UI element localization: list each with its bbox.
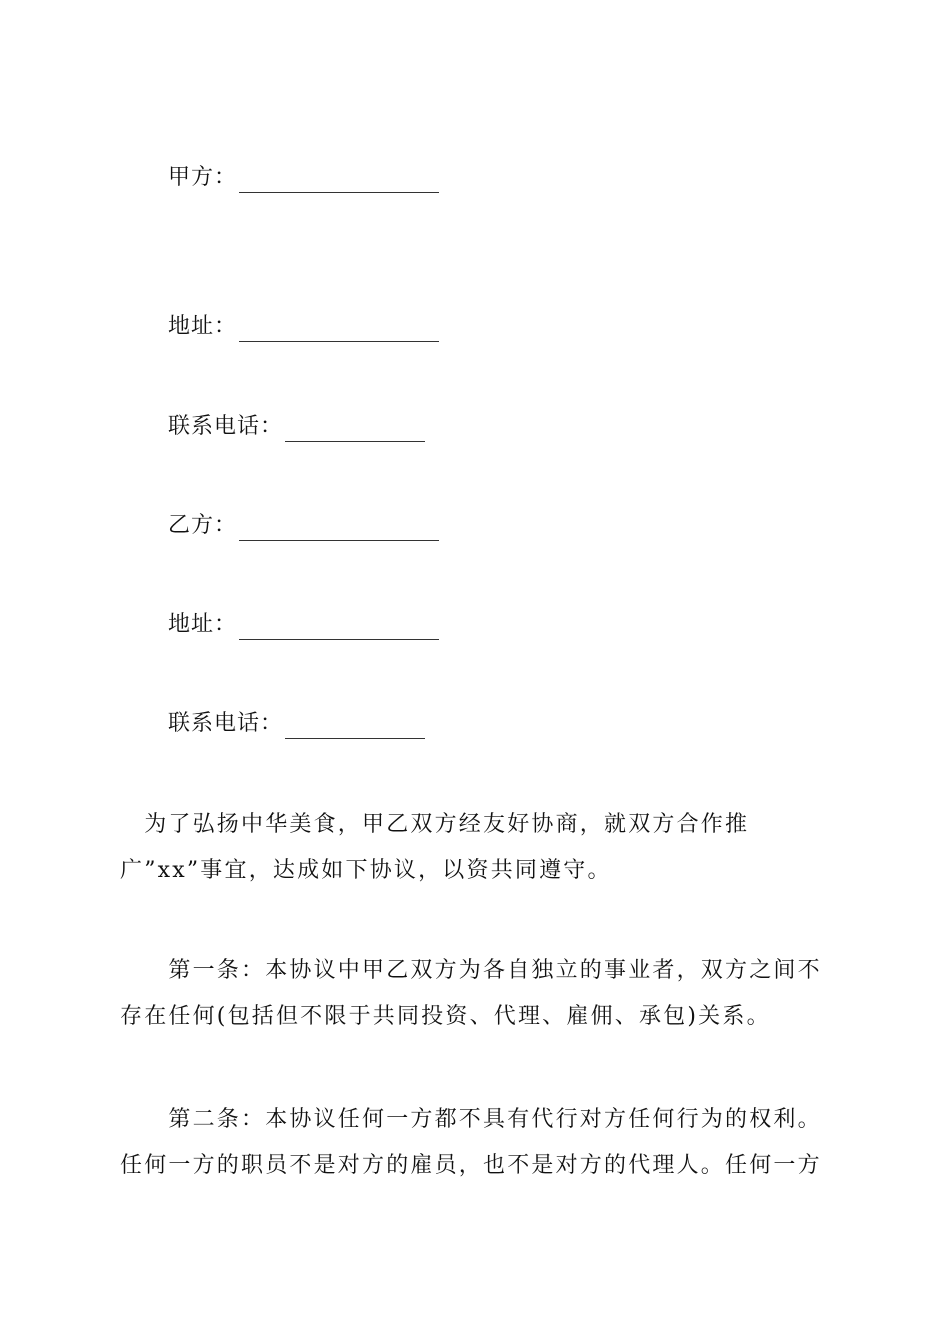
party-b-phone-label: 联系电话： [168, 711, 284, 736]
party-a-phone-blank [285, 419, 425, 442]
party-a-address-field [168, 312, 439, 342]
paragraph-line: 任何一方的职员不是对方的雇员，也不是对方的代理人。任何一方 [120, 1153, 822, 1178]
party-b-name-label: 乙方： [168, 513, 238, 538]
party-b-address-field [168, 610, 439, 640]
party-a-address-label: 地址： [168, 314, 238, 339]
paragraph-line: 存在任何(包括但不限于共同投资、代理、雇佣、承包)关系。 [120, 1004, 771, 1029]
party-a-name-blank [239, 170, 439, 193]
intro-paragraph [120, 802, 832, 894]
paragraph-line: 广”xx”事宜，达成如下协议，以资共同遵守。 [120, 858, 612, 883]
party-b-address-label: 地址： [168, 612, 238, 637]
party-a-phone-label: 联系电话： [168, 414, 284, 439]
paragraph-line: 为了弘扬中华美食，甲乙双方经友好协商，就双方合作推 [120, 812, 750, 837]
party-b-name-blank [239, 518, 439, 541]
article-1-paragraph [120, 948, 832, 1040]
party-b-phone-blank [285, 716, 425, 739]
party-a-phone-field [168, 412, 425, 442]
party-a-address-blank [239, 319, 439, 342]
party-b-phone-field [168, 709, 425, 739]
party-a-name-label: 甲方： [168, 165, 238, 190]
party-b-name-field [168, 511, 439, 541]
article-2-paragraph [120, 1097, 832, 1189]
party-a-name-field [168, 163, 439, 193]
paragraph-line: 第二条：本协议任何一方都不具有代行对方任何行为的权利。 [120, 1107, 822, 1132]
party-b-address-blank [239, 617, 439, 640]
paragraph-line: 第一条：本协议中甲乙双方为各自独立的事业者，双方之间不 [120, 958, 822, 983]
